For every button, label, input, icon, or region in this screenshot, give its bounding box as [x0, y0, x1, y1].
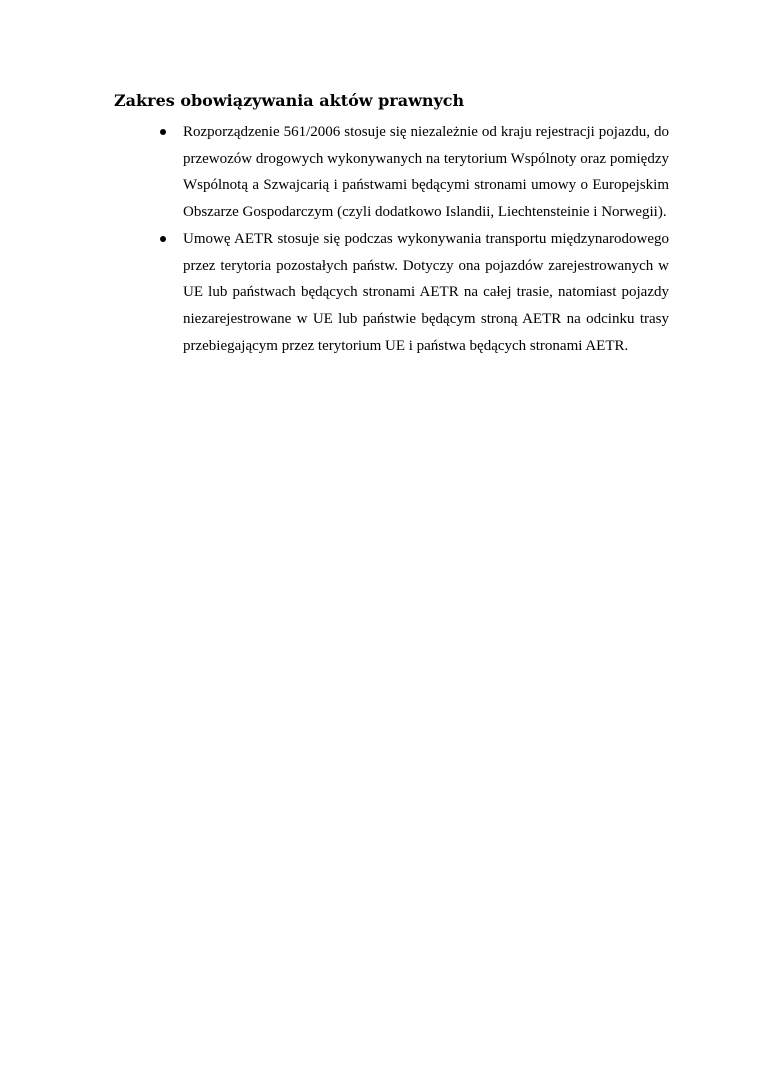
bullet-list: [183, 119, 669, 359]
bullet-icon: [160, 236, 166, 242]
section-heading: Zakres obowiązywania aktów prawnych: [114, 91, 465, 110]
list-item: [183, 226, 669, 360]
bullet-icon: [160, 129, 166, 135]
list-item-text: Umowę AETR stosuje się podczas wykonywania transportu międzynarodowego przez terytoria pozostałych państw. Dotyczy ona pojazdów zarejestrowanych w UE lub państwach będących stronami AETR na całej trasie, natomiast pojazdy niezarejestrowane w UE lub państwie będącym stroną AETR na odcinku trasy przebiegającym przez terytorium UE i państwa będących stronami AETR.: [183, 230, 669, 354]
list-item-text: Rozporządzenie 561/2006 stosuje się niezależnie od kraju rejestracji pojazdu, do przewozów drogowych wykonywanych na terytorium Wspólnoty oraz pomiędzy Wspólnotą a Szwajcarią i państwami będącymi stronami umowy o Europejskim Obszarze Gospodarczym (czyli dodatkowo Islandii, Liechtensteinie i Norwegii).: [183, 124, 669, 221]
list-item: [183, 119, 669, 226]
